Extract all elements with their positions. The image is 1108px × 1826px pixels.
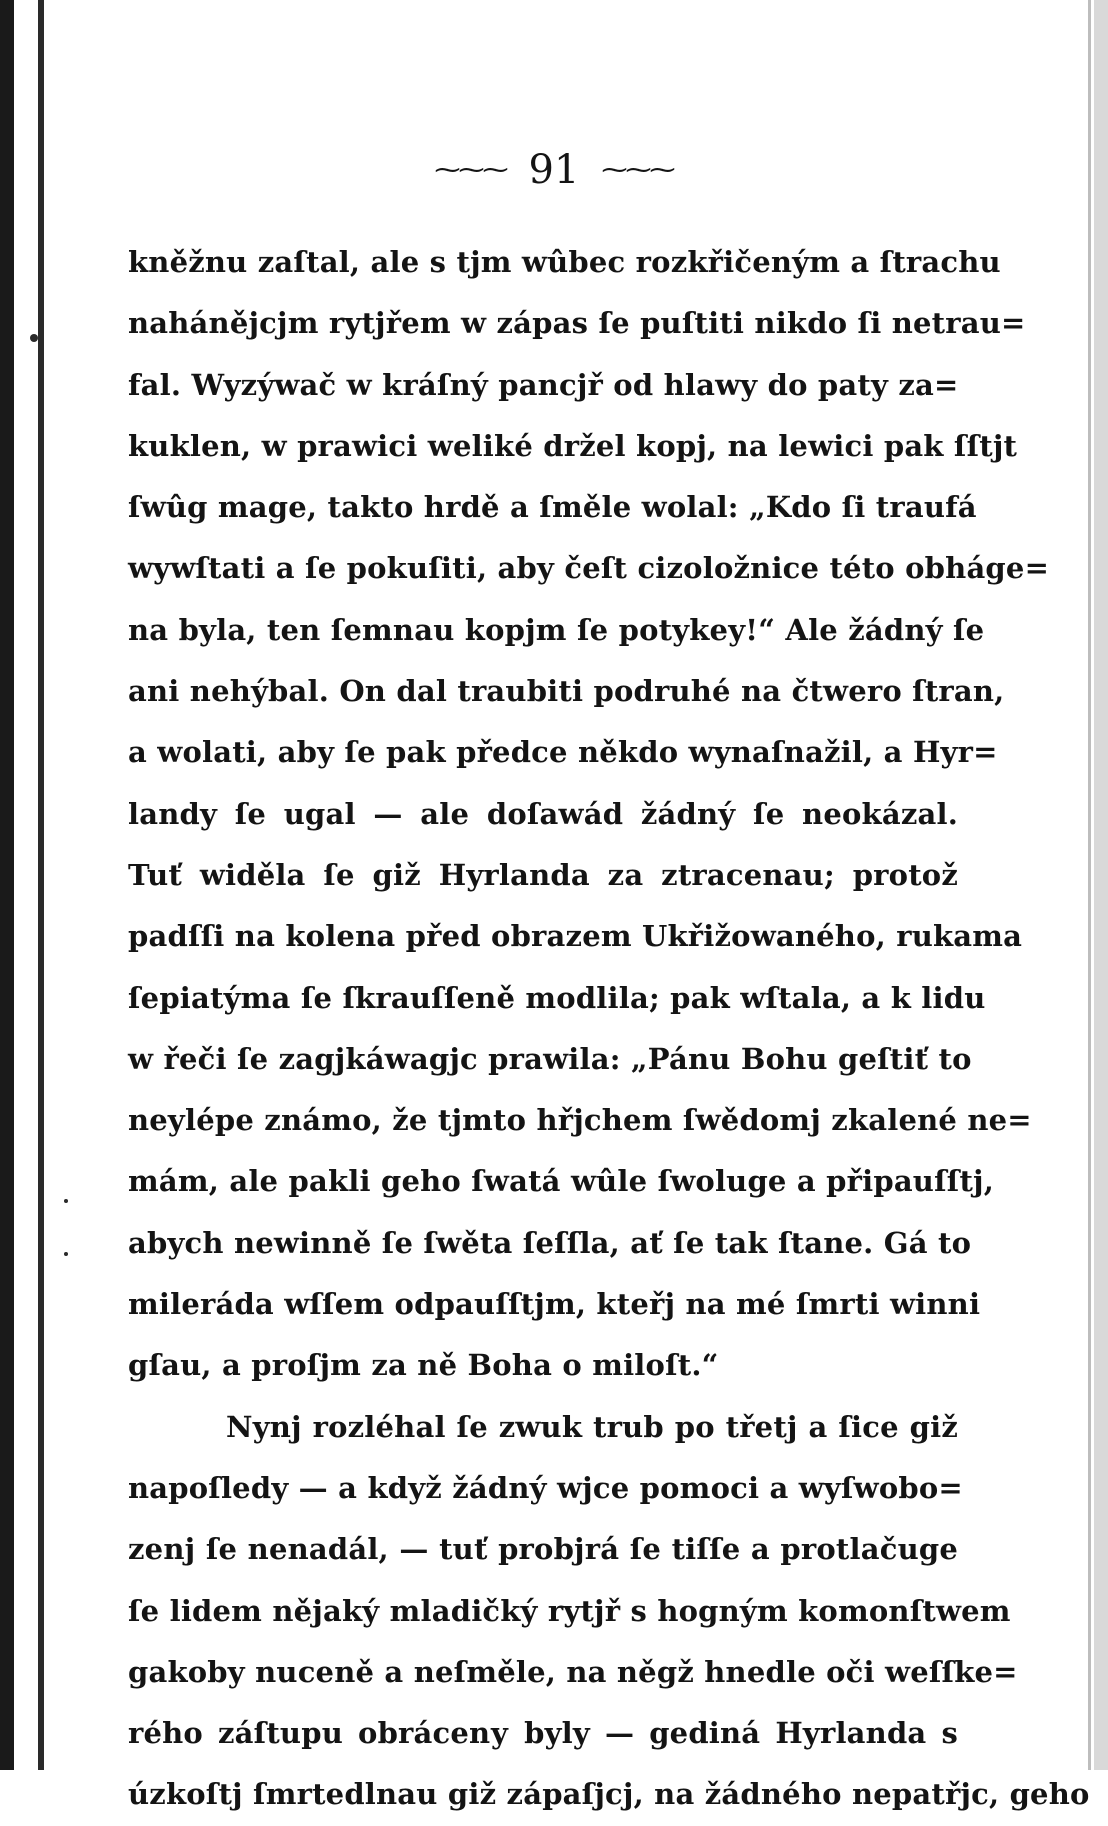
page-right-edge <box>1094 0 1108 1770</box>
header-ornament-right: ⁓⁓⁓ <box>601 155 674 185</box>
text-line: ani nehýbal. On dal traubiti podruhé na čtwero ſtran, <box>128 674 1005 709</box>
text-line: na byla, ten ſemnau kopjm ſe potykey!“ Ale žádný ſe <box>128 612 985 647</box>
text-line: gakoby nuceně a neſměle, na něgž hnedle oči weſſke= <box>128 1654 1018 1689</box>
paragraph-start-line: Nynj rozléhal ſe zwuk trub po třetj a ſice giž <box>226 1409 958 1444</box>
page-header <box>0 140 1108 200</box>
text-line: fal. Wyzýwač w kráſný pancjř od hlawy do paty za= <box>128 367 959 402</box>
text-line: landy ſe ugal — ale doſawád žádný ſe neokázal. <box>128 796 958 831</box>
body-text <box>128 232 1090 1826</box>
text-line: zenj ſe nenadál, — tuť probjrá ſe tiſſe a protlačuge <box>128 1532 958 1567</box>
page-number: 91 <box>528 147 580 193</box>
text-line: rého záſtupu obrácenу byly — gediná Hyrlanda s <box>128 1716 958 1751</box>
text-line: padſſi na kolena před obrazem Ukřižowaného, rukama <box>128 919 1023 954</box>
text-line: a wolati, aby ſe pak předce někdo wynaſnažil, a Hyr= <box>128 735 998 770</box>
text-line: ſwûg mage, takto hrdě a ſměle wolal: „Kdo ſi traufá <box>128 490 977 525</box>
book-spine-edge <box>0 0 14 1770</box>
text-line: kněžnu zaſtal, ale s tjm wûbec rozkřičeným a ſtrachu <box>128 245 1001 279</box>
header-ornament-left: ⁓⁓⁓ <box>434 155 507 185</box>
page-right-edge-line <box>1088 0 1091 1770</box>
text-line: w řeči ſe zagjkáwagjc prawila: „Pánu Bohu geſtiť to <box>128 1041 972 1076</box>
text-line: kuklen, w prawici weliké držel kopj, na lewici pak ſſtjt <box>128 428 1018 463</box>
text-line: ſepiatýma ſe ſkrauſſeně modlila; pak wſtala, a k lidu <box>128 980 986 1015</box>
margin-mark <box>64 1199 68 1203</box>
text-line: Tuť widěla ſe giž Hyrlanda za ztracenau; protož <box>128 857 958 892</box>
text-line: abych newinně ſe ſwěta ſeſſla, ať ſe tak ſtane. Gá to <box>128 1225 972 1260</box>
margin-mark <box>30 334 38 342</box>
text-line: nahánějcjm rytjřem w zápas ſe puſtiti nikdo ſi netrau= <box>128 306 1026 341</box>
text-line: milerádа wſſem odpauſſtjm, kteřj na mé ſmrti winni <box>128 1287 981 1322</box>
text-line: ſe lidem nějaký mladičký rytjř s hogným komonſtwem <box>128 1593 1011 1628</box>
text-line: napoſledy — a když žádný wjce pomoci a wyſwobo= <box>128 1470 963 1505</box>
text-line: mám, ale pakli geho ſwatá wûle ſwoluge a připauſſtj, <box>128 1164 995 1199</box>
text-line: wywſtati a ſe pokuſiti, aby čeſt cizoložnice této obháge= <box>128 551 1050 586</box>
text-line: neylépe známo, že tjmto hřjchem ſwědomj zkalené ne= <box>128 1103 1032 1138</box>
paragraph-end-line: gſau, a proſjm za ně Boha o miloſt.“ <box>128 1348 719 1383</box>
text-line: úzkoſtj ſmrtedlnau giž zápaſjcj, na žádného nepatřjc, geho <box>128 1777 1090 1812</box>
spine-gutter-line <box>38 0 44 1770</box>
margin-mark <box>64 1252 68 1256</box>
